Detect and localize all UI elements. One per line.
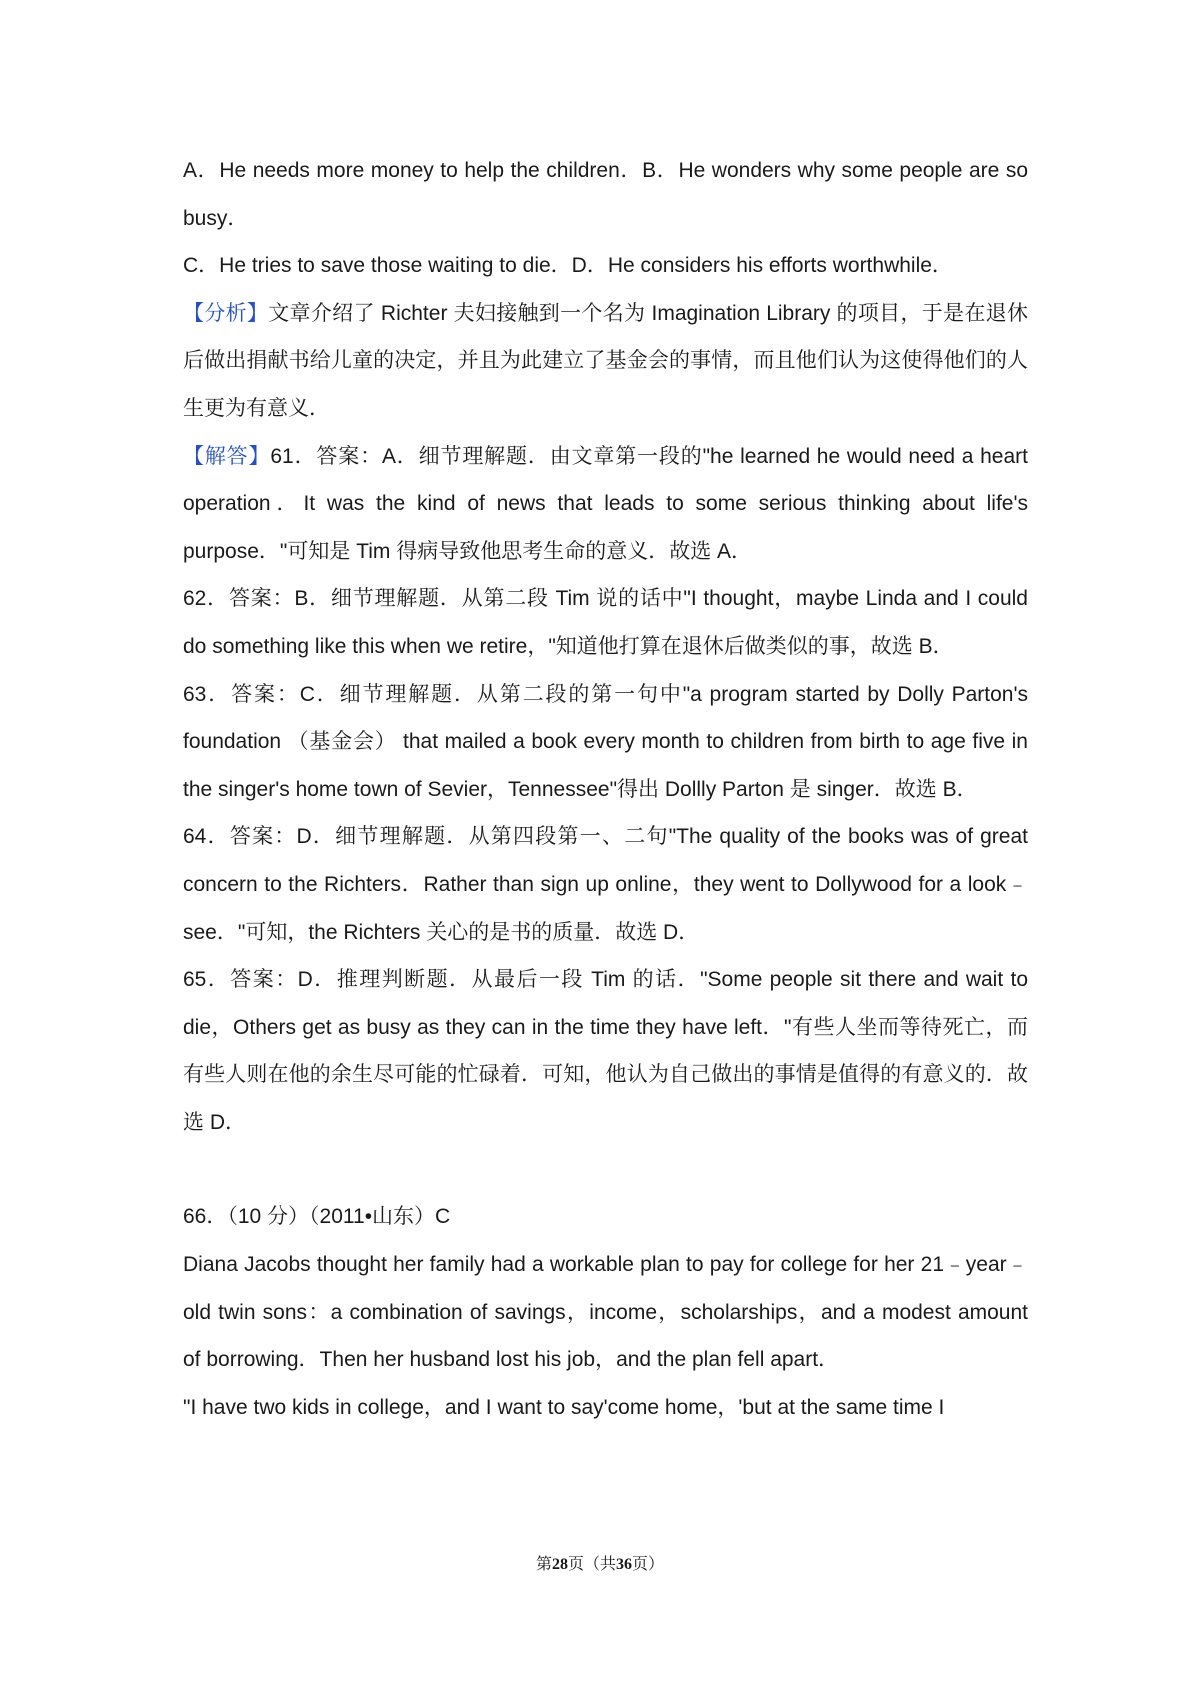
question-66-heading: 66．（10 分）（2011•山东）C <box>183 1205 451 1229</box>
analysis-paragraph <box>183 290 1028 433</box>
answer-65-paragraph: 65．答案：D．推理判断题．从最后一段 Tim 的话．"Some people sit there and wait to die，Others get as busy as they can in the time they have left．"有些人坐而等待死亡，而有些人则在他的余生尽可能的忙碌着．可知，他认为自己做出的事情是值得的有意义的．故选 D． <box>183 968 1028 1134</box>
answer-61-text: 61．答案：A．细节理解题．由文章第一段的"he learned he would need a heart operation．It was the kind of news that leads to some serious thinking about life's purpose．"可知是 Tim 得病导致他思考生命的意义．故选 A． <box>183 444 1028 563</box>
answer-63-paragraph: 63．答案：C．细节理解题．从第二段的第一句中"a program started by Dolly Parton's foundation （基金会） that mailed a book every month to children from birth to age five in the singer's home town of Sevier，Tennessee"得出 Dollly Parton 是 singer．故选 B． <box>183 682 1028 801</box>
footer-prefix: 第 <box>535 1554 552 1573</box>
page-content <box>183 147 1028 1431</box>
footer-total-pages: 36 <box>616 1556 632 1573</box>
analysis-text: 文章介绍了 Richter 夫妇接触到一个名为 Imagination Library 的项目，于是在退休后做出捐献书给儿童的决定，并且为此建立了基金会的事情，而且他们认为这使得他们的人生更为有意义． <box>183 301 1028 420</box>
analysis-tag: 【分析】 <box>183 301 269 325</box>
options-c-d: C．He tries to save those waiting to die．D．He considers his efforts worthwhile． <box>183 254 953 278</box>
footer-middle: 页（共 <box>567 1554 616 1573</box>
question-66-paragraph-1: Diana Jacobs thought her family had a workable plan to pay for college for her 21﹣year﹣old twin sons：a combination of savings，income，scholarships，and a modest amount of borrowing．Then her husband lost his job，and the plan fell apart． <box>183 1253 1028 1372</box>
footer-page-number: 28 <box>551 1556 568 1573</box>
question-66-paragraph-2: "I have two kids in college，and I want to say'come home，'but at the same time I <box>183 1395 945 1419</box>
answer-tag: 【解答】 <box>183 444 271 468</box>
footer-suffix: 页） <box>632 1554 665 1573</box>
page-footer <box>0 1551 1200 1574</box>
answer-62-paragraph: 62．答案：B．细节理解题．从第二段 Tim 说的话中"I thought，maybe Linda and I could do something like this when we retire，"知道他打算在退休后做类似的事，故选 B． <box>183 587 1028 658</box>
answer-61-paragraph <box>183 433 1028 576</box>
answer-64-paragraph: 64．答案：D．细节理解题．从第四段第一、二句"The quality of the books was of great concern to the Richters．Rather than sign up online，they went to Dollywood for a look﹣see．"可知，the Richters 关心的是书的质量．故选 D． <box>183 825 1028 944</box>
options-a-b: A．He needs more money to help the children．B．He wonders why some people are so busy． <box>183 159 1028 230</box>
